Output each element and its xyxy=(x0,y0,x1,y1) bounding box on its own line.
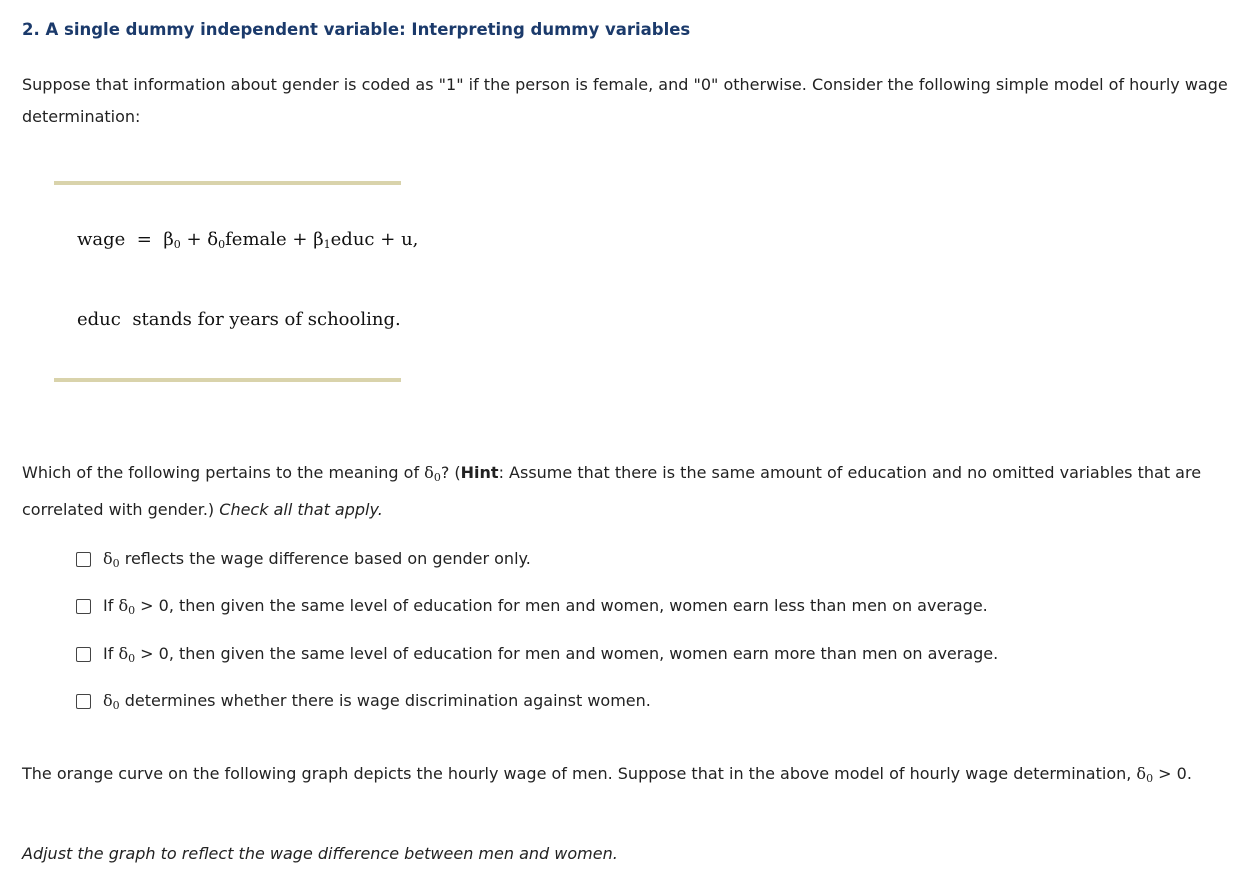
prompt-line-1 xyxy=(22,457,1237,494)
prompt-text: ? ( xyxy=(440,463,461,482)
intro-line-1: Suppose that information about gender is coded as "1" if the person is female, and "0" otherwise. Consider the following simple model of hourly wage xyxy=(22,75,1228,94)
option-2-checkbox[interactable] xyxy=(76,599,91,614)
option-4-label[interactable]: $\delta_0$ determines whether there is wage discrimination against women. xyxy=(103,690,651,712)
error-term: u, xyxy=(401,229,419,250)
question-prompt xyxy=(22,457,1237,526)
prompt-text: : Assume that there is the same amount of education and no omitted variables that are xyxy=(498,463,1202,482)
prompt-text: Which of the following pertains to the meaning of xyxy=(22,463,425,482)
delta0-subscript: 0 xyxy=(218,238,226,251)
delta0-symbol: δ xyxy=(207,229,219,250)
graph-description-text: The orange curve on the following graph depicts the hourly wage of men. Suppose that in the above model of hourly wage determination, xyxy=(22,764,1137,783)
female-term: female xyxy=(225,229,287,250)
option-4[interactable] xyxy=(76,690,651,712)
option-4-checkbox[interactable] xyxy=(76,694,91,709)
beta0-symbol: β xyxy=(163,229,174,250)
plus-sign: + xyxy=(380,229,396,250)
delta-symbol: δ xyxy=(424,463,434,482)
model-equation xyxy=(77,229,418,251)
option-3-checkbox[interactable] xyxy=(76,647,91,662)
model-box-bottom-rule xyxy=(54,378,401,382)
equals-sign: = xyxy=(136,229,152,250)
option-2-label[interactable]: If $\delta_0 > 0$, then given the same level of education for men and women, women earn less than men on average. xyxy=(103,595,988,617)
option-1[interactable] xyxy=(76,548,531,570)
check-all-instruction: Check all that apply. xyxy=(219,500,383,519)
option-3-label[interactable]: If $\delta_0 > 0$, then given the same level of education for men and women, women earn more than men on average. xyxy=(103,643,999,665)
plus-sign: + xyxy=(186,229,202,250)
beta1-subscript: 1 xyxy=(323,238,331,251)
question-title: 2. A single dummy independent variable: Interpreting dummy variables xyxy=(22,20,691,39)
beta1-symbol: β xyxy=(313,229,324,250)
educ-definition xyxy=(77,309,401,330)
delta-subscript: 0 xyxy=(433,471,441,484)
model-box-top-rule xyxy=(54,181,401,185)
intro-line-2: determination: xyxy=(22,107,141,126)
educ-description: stands for years of schooling. xyxy=(132,309,401,330)
intro-text xyxy=(22,69,1237,133)
option-2[interactable] xyxy=(76,595,988,617)
prompt-text: correlated with gender.) xyxy=(22,500,220,519)
beta0-subscript: 0 xyxy=(173,238,181,251)
delta-subscript: 0 xyxy=(1146,772,1154,785)
wage-term: wage xyxy=(77,229,126,250)
hint-label: Hint xyxy=(460,463,499,482)
plus-sign: + xyxy=(292,229,308,250)
delta-symbol: δ xyxy=(1136,764,1147,783)
educ-variable: educ xyxy=(77,309,121,330)
option-1-checkbox[interactable] xyxy=(76,552,91,567)
prompt-line-2 xyxy=(22,494,1237,526)
option-1-label[interactable]: $\delta_0$ reflects the wage difference based on gender only. xyxy=(103,548,531,570)
graph-description-text: > 0. xyxy=(1153,764,1192,783)
graph-description xyxy=(22,758,1237,795)
educ-term: educ xyxy=(330,229,375,250)
graph-instruction: Adjust the graph to reflect the wage difference between men and women. xyxy=(22,844,618,863)
option-3[interactable] xyxy=(76,643,998,665)
